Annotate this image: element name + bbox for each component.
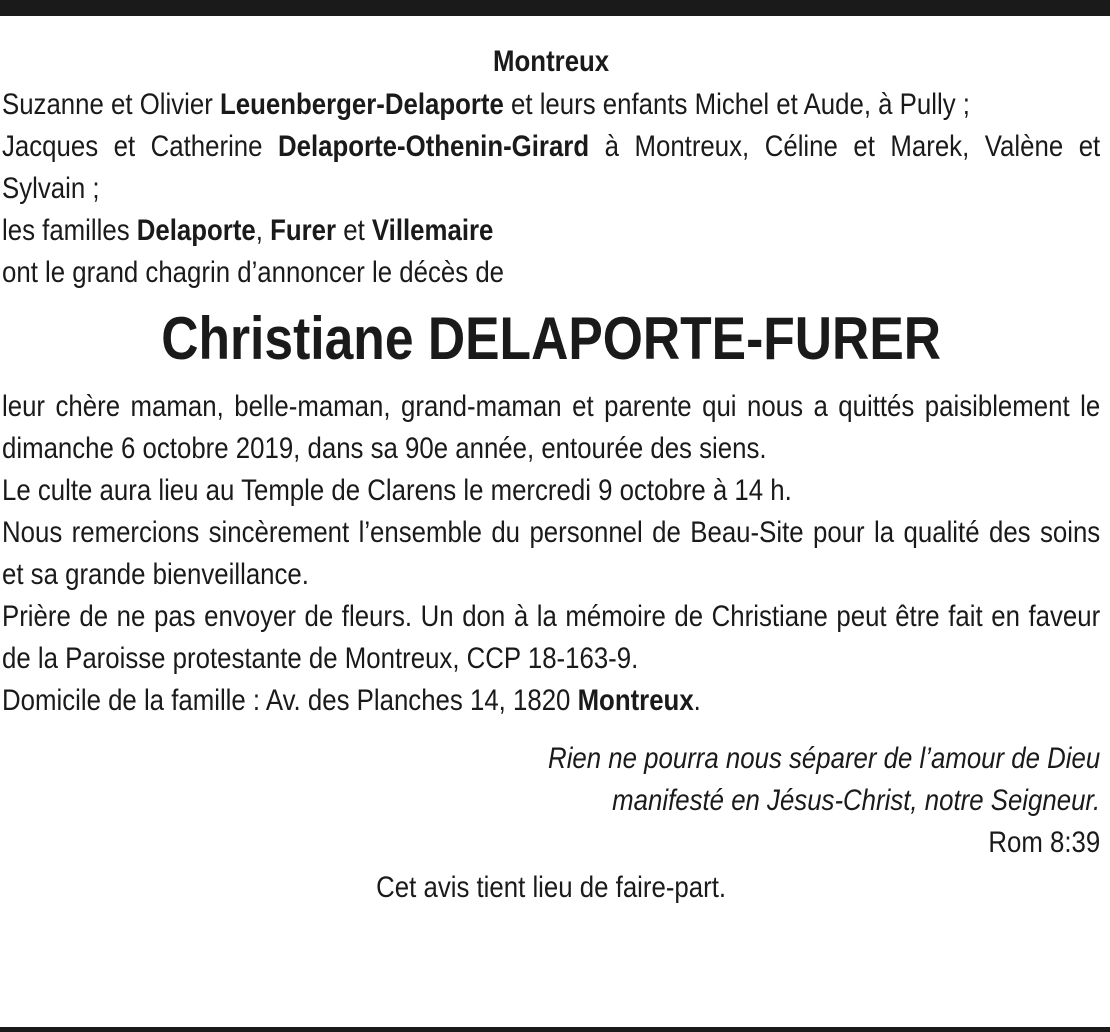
family-line-2-rest: à Montreux, Céline et Marek, Valène et Sylvain ;	[2, 130, 1101, 205]
body-paragraph-2: Le culte aura lieu au Temple de Clarens le mercredi 9 octobre à 14 h.	[2, 474, 792, 507]
bible-quote	[2, 738, 1100, 822]
announcement-line: ont le grand chagrin d’annoncer le décès de	[2, 256, 505, 289]
body-paragraph-5	[2, 680, 1100, 722]
family-name-furer: Furer	[270, 214, 337, 247]
family-line-2	[2, 126, 1100, 210]
body-paragraph-1: leur chère maman, belle-maman, grand-maman et parente qui nous a quittés paisiblement le dimanche 6 octobre 2019, dans sa 90e année, entourée des siens.	[2, 390, 1101, 465]
bottom-rule	[0, 1027, 1110, 1032]
quote-reference: Rom 8:39	[988, 826, 1101, 859]
family-line-3	[2, 210, 1100, 252]
deceased-first-name: Christiane	[161, 305, 414, 372]
family-name-1: Leuenberger-Delaporte	[219, 88, 504, 121]
top-rule	[0, 0, 1110, 16]
deceased-last-name: DELAPORTE-FURER	[427, 305, 942, 372]
quote-line-1: Rien ne pourra nous séparer de l’amour de Dieu	[548, 742, 1101, 775]
notice-place: Montreux	[493, 45, 610, 78]
closing-note: Cet avis tient lieu de faire-part.	[376, 871, 727, 904]
domicile-end: .	[693, 684, 701, 717]
body-paragraph-3: Nous remercions sincèrement l’ensemble du personnel de Beau-Site pour la qualité des soins et sa grande bienveillance.	[2, 516, 1101, 591]
family-name-2: Delaporte-Othenin-Girard	[278, 130, 590, 163]
family-name-villemaire: Villemaire	[371, 214, 494, 247]
family-line-1-text: Suzanne et Olivier	[2, 88, 220, 121]
domicile-city: Montreux	[577, 684, 694, 717]
family-conjunction: et	[336, 214, 372, 247]
body-paragraph-4: Prière de ne pas envoyer de fleurs. Un don à la mémoire de Christiane peut être fait en faveur de la Paroisse protestante de Montreux, CCP 18-163-9.	[2, 600, 1101, 675]
family-separator: ,	[255, 214, 271, 247]
death-notice	[2, 40, 1100, 912]
family-name-delaporte: Delaporte	[136, 214, 256, 247]
domicile-text: Domicile de la famille : Av. des Planches 14, 1820	[2, 684, 578, 717]
family-line-1	[2, 84, 1100, 126]
deceased-name	[2, 300, 1100, 378]
family-line-3-text: les familles	[2, 214, 137, 247]
quote-line-2: manifesté en Jésus-Christ, notre Seigneur.	[612, 784, 1101, 817]
family-line-2-text: Jacques et Catherine	[2, 130, 279, 163]
family-line-1-rest: et leurs enfants Michel et Aude, à Pully ;	[503, 88, 970, 121]
